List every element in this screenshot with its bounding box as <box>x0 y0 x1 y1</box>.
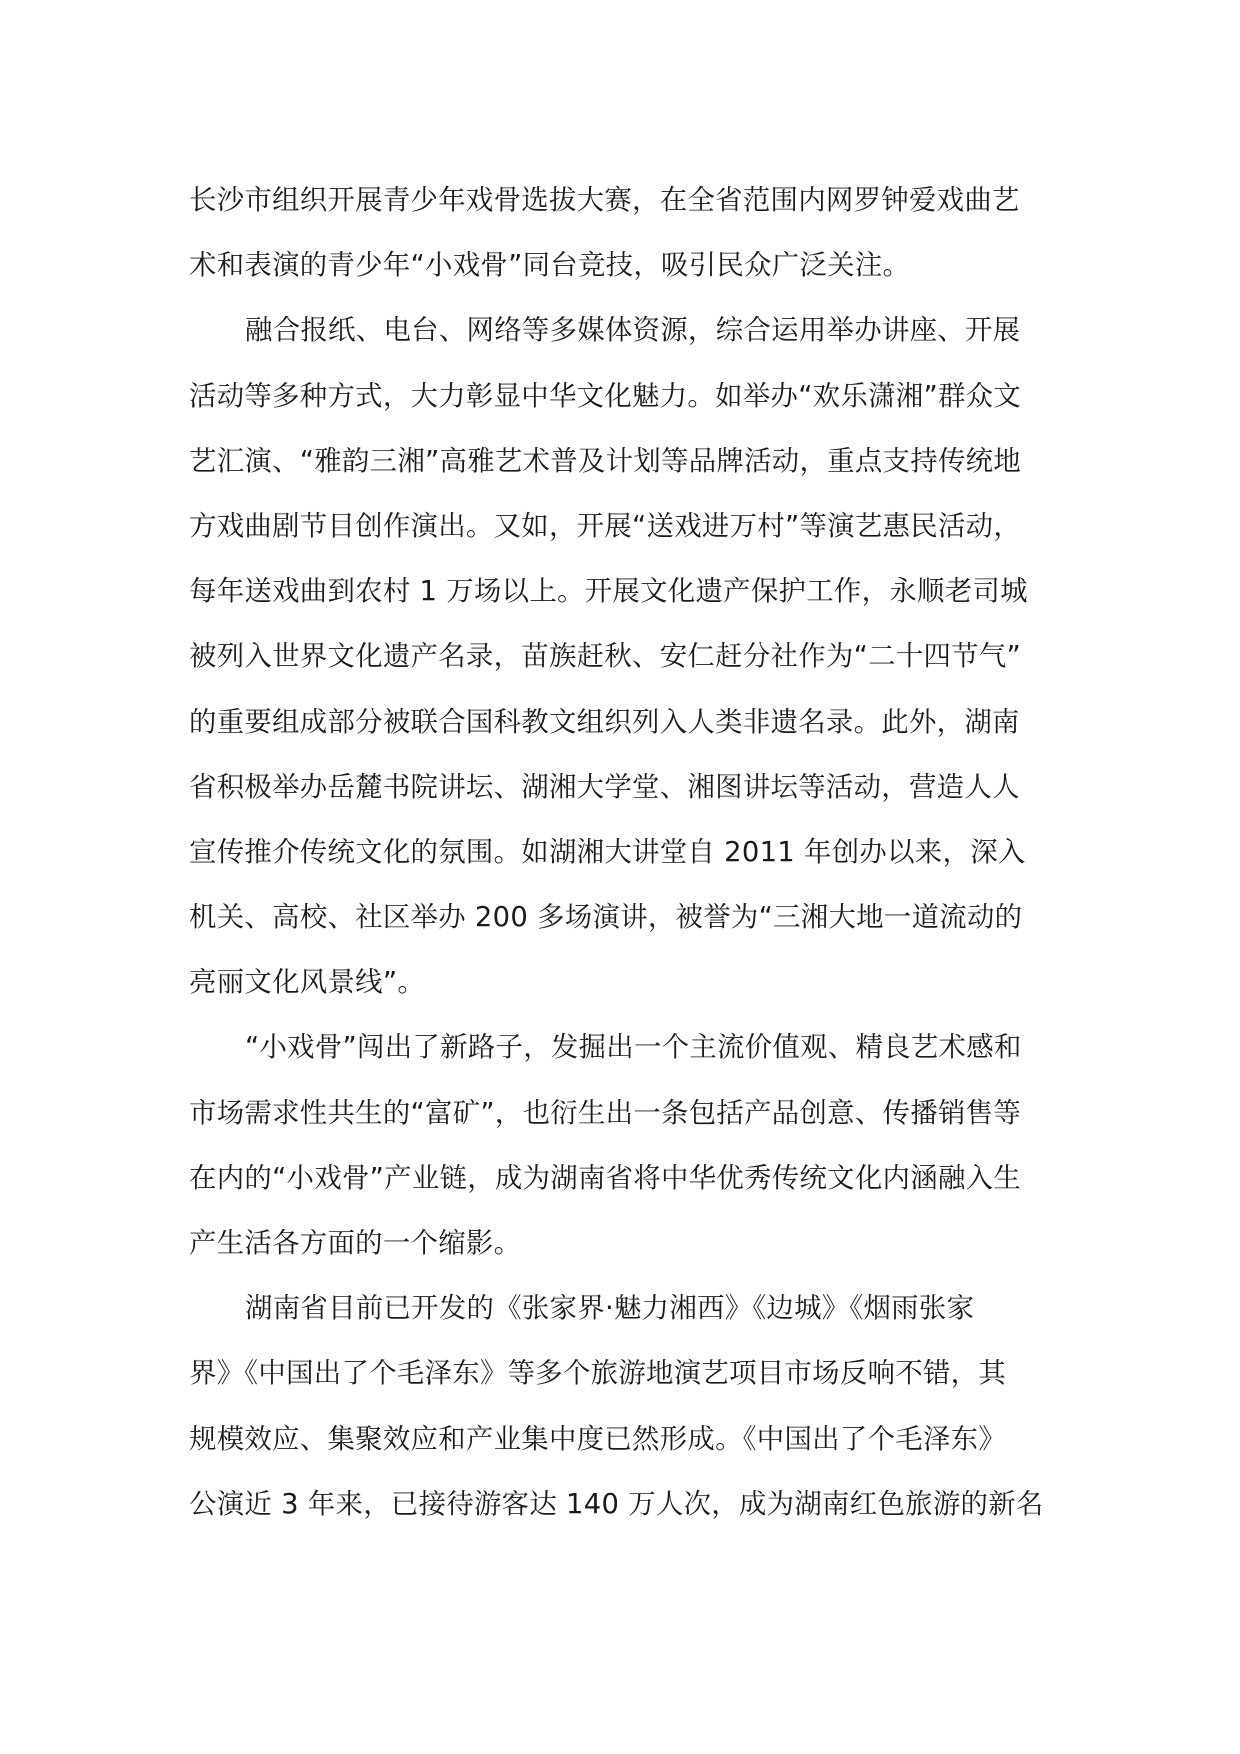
text-line: 在内的“小戏骨”产业链，成为湖南省将中华优秀传统文化内涵融入生 <box>189 1162 1022 1194</box>
text-line: 亮丽文化风景线”。 <box>189 967 426 999</box>
text-line: 术和表演的青少年“小戏骨”同台竞技，吸引民众广泛关注。 <box>189 250 911 282</box>
text-line: 产生活各方面的一个缩影。 <box>189 1228 522 1259</box>
text-line: 机关、高校、社区举办 200 多场演讲，被誉为“三湘大地一道流动的 <box>189 902 1023 934</box>
text-line: 的重要组成部分被联合国科教文组织列入人类非遗名录。此外，湖南 <box>189 706 1020 738</box>
text-line: 方戏曲剧节目创作演出。又如，开展“送戏进万村”等演艺惠民活动， <box>189 510 1022 542</box>
paragraph-start-line: “小戏骨”闯出了新路子，发掘出一个主流价值观、精良艺术感和 <box>245 1032 1022 1064</box>
text-line: 宣传推介传统文化的氛围。如湖湘大讲堂自 2011 年创办以来，深入 <box>189 836 1026 868</box>
text-line: 省积极举办岳麓书院讲坛、湖湘大学堂、湘图讲坛等活动，营造人人 <box>189 771 1020 803</box>
text-line: 活动等多种方式，大力彰显中华文化魅力。如举办“欢乐潇湘”群众文 <box>189 380 1022 412</box>
text-line: 公演近 3 年来，已接待游客达 140 万人次，成为湖南红色旅游的新名 <box>189 1488 1044 1520</box>
text-line: 市场需求性共生的“富矿”，也衍生出一条包括产品创意、传播销售等 <box>189 1097 1022 1129</box>
paragraph-start-line: 湖南省目前已开发的《张家界·魅力湘西》《边城》《烟雨张家 <box>245 1293 975 1325</box>
text-line: 艺汇演、“雅韵三湘”高雅艺术普及计划等品牌活动，重点支持传统地 <box>189 445 1022 477</box>
text-line: 每年送戏曲到农村 1 万场以上。开展文化遗产保护工作，永顺老司城 <box>189 576 1028 608</box>
text-line: 被列入世界文化遗产名录，苗族赶秋、安仁赶分社作为“二十四节气” <box>189 641 1022 673</box>
text-line: 规模效应、集聚效应和产业集中度已然形成。《中国出了个毛泽东》 <box>189 1423 1007 1455</box>
text-line: 界》《中国出了个毛泽东》等多个旅游地演艺项目市场反响不错，其 <box>189 1358 1007 1390</box>
text-line: 长沙市组织开展青少年戏骨选拔大赛，在全省范围内网罗钟爱戏曲艺 <box>189 185 1020 216</box>
paragraph-start-line: 融合报纸、电台、网络等多媒体资源，综合运用举办讲座、开展 <box>245 315 1021 347</box>
body-text <box>189 168 1051 1537</box>
